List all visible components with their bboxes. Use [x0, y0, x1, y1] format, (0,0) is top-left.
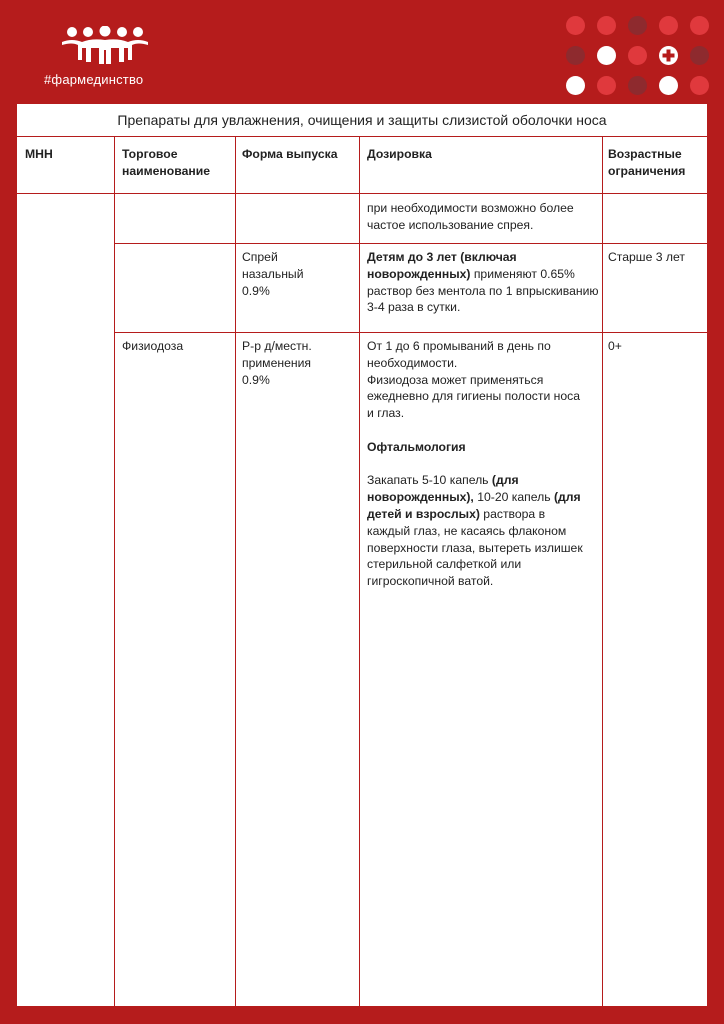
header-age: Возрастные ограничения	[608, 147, 686, 178]
table-row-3-form: Р-р д/местн. применения 0.9%	[242, 339, 312, 387]
table-row-1-dosage: при необходимости возможно более частое использование спрея.	[367, 201, 574, 232]
table-row-2-age: Старше 3 лет	[608, 250, 685, 264]
brand-name: #фармединство	[44, 72, 144, 87]
decorative-dots	[566, 16, 710, 96]
people-logo-icon	[62, 26, 148, 66]
table-row-3-trade-name: Физиодоза	[122, 339, 184, 353]
brand-logo	[44, 26, 164, 90]
table-title: Препараты для увлажнения, очищения и защиты слизистой оболочки носа	[17, 104, 707, 137]
header-form: Форма выпуска	[242, 147, 338, 161]
table-row-2-dosage: Детям до 3 лет (включая новорожденных) применяют 0.65% раствор без ментола по 1 впрыскиванию 3-4 раза в сутки.	[367, 250, 599, 315]
table-row-3-dosage: От 1 до 6 промываний в день по необходимости. Физиодоза может применяться ежедневно для гигиены полости носа и глаз. Офтальмология Закапать 5-10 капель (для новорожденных), 10-20 капель (для детей и взрослых) раствора в каждый глаз, не касаясь флаконом поверхности глаза, вытереть излишек стерильной салфеткой или гигроскопичной ватой.	[367, 339, 583, 589]
table-row-3-age: 0+	[608, 339, 622, 353]
header-mnn: МНН	[25, 147, 53, 161]
header-dosage: Дозировка	[367, 147, 432, 161]
table-row-2-form: Спрей назальный 0.9%	[242, 250, 304, 298]
medical-cross-icon	[659, 46, 678, 65]
header-trade-name: Торговое наименование	[122, 147, 210, 178]
drug-table	[17, 104, 707, 1006]
